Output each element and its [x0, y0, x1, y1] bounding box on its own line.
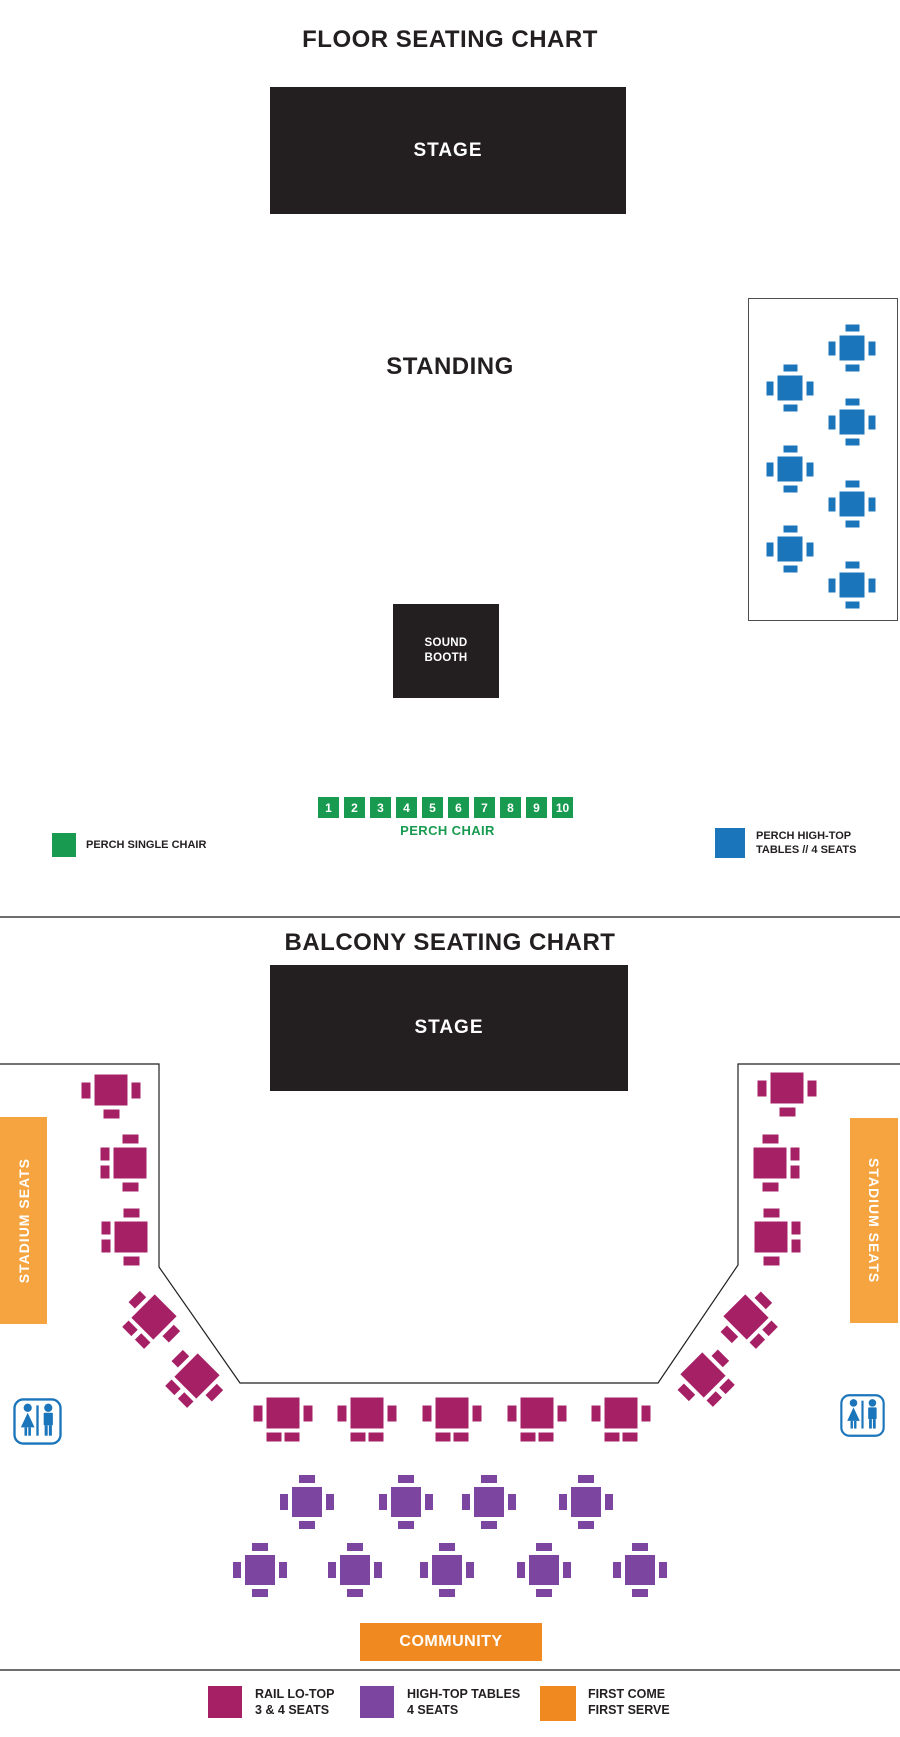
chair	[632, 1543, 648, 1551]
legend-label-hightop-line2: 4 SEATS	[407, 1703, 459, 1718]
stadium-seats-left-label: STADIUM SEATS	[15, 1157, 32, 1284]
chair	[481, 1521, 497, 1529]
chair	[807, 462, 814, 476]
chair	[829, 497, 836, 511]
chair	[101, 1166, 110, 1179]
chair	[779, 1108, 795, 1117]
balcony-hightop-table[interactable]	[432, 1555, 462, 1585]
legend-label-rail-line2: 3 & 4 SEATS	[255, 1703, 330, 1718]
chair	[517, 1562, 525, 1578]
chair	[763, 1257, 779, 1266]
chair	[659, 1562, 667, 1578]
chair	[132, 1082, 141, 1098]
chair	[677, 1383, 695, 1401]
legend-label-perch-hightop-line2: TABLES // 4 SEATS	[756, 843, 857, 856]
chair	[521, 1433, 536, 1442]
chair	[347, 1543, 363, 1551]
standing-area-label: STANDING	[386, 353, 514, 380]
chair	[536, 1589, 552, 1597]
chair	[102, 1240, 111, 1253]
perch-hightop-table[interactable]	[778, 376, 803, 401]
chair	[101, 1148, 110, 1161]
chair	[128, 1291, 146, 1309]
chair	[252, 1543, 268, 1551]
perch-hightop-table[interactable]	[840, 573, 865, 598]
balcony-hightop-table[interactable]	[625, 1555, 655, 1585]
chair	[379, 1494, 387, 1510]
chair	[123, 1257, 139, 1266]
chair	[869, 578, 876, 592]
balcony-hightop-table[interactable]	[245, 1555, 275, 1585]
chair	[285, 1433, 300, 1442]
chair	[280, 1494, 288, 1510]
chair	[845, 562, 859, 569]
chair	[351, 1433, 366, 1442]
chair	[369, 1433, 384, 1442]
chair	[808, 1080, 817, 1096]
perch-hightop-table[interactable]	[840, 410, 865, 435]
legend-label-perch-hightop-line1: PERCH HIGH-TOP	[756, 830, 852, 842]
legend-label-rail-line1: RAIL LO-TOP	[255, 1687, 335, 1701]
legend-label-hightop-line1: HIGH-TOP TABLES	[407, 1687, 521, 1701]
rail-lotop-table[interactable]	[680, 1352, 725, 1397]
chair	[466, 1562, 474, 1578]
chair	[122, 1321, 138, 1337]
chair	[578, 1521, 594, 1529]
floor-section-title: FLOOR SEATING CHART	[302, 26, 598, 53]
perch-hightop-table[interactable]	[778, 457, 803, 482]
rail-lotop-table[interactable]	[723, 1294, 768, 1339]
perch-chair-3[interactable]: 3	[370, 797, 391, 818]
chair	[720, 1325, 738, 1343]
legend-label-perch-hightop	[756, 830, 856, 858]
perch-hightop-table[interactable]	[840, 492, 865, 517]
chair	[473, 1405, 482, 1421]
chair	[845, 602, 859, 609]
rail-lotop-table[interactable]	[131, 1294, 176, 1339]
chair	[254, 1405, 263, 1421]
chair	[829, 578, 836, 592]
chair	[783, 405, 797, 412]
chair	[632, 1589, 648, 1597]
floor-stage	[270, 87, 626, 214]
chair	[425, 1494, 433, 1510]
balcony-hightop-table[interactable]	[571, 1487, 601, 1517]
chair	[559, 1494, 567, 1510]
chair	[299, 1475, 315, 1483]
chair	[762, 1183, 778, 1192]
chair	[299, 1521, 315, 1529]
chair	[791, 1166, 800, 1179]
perch-hightop-table[interactable]	[778, 537, 803, 562]
restroom-icon-left	[13, 1398, 62, 1445]
chair	[869, 415, 876, 429]
legend-swatch-perch-hightop	[715, 828, 745, 858]
chair	[783, 446, 797, 453]
community-area	[360, 1623, 542, 1661]
chair	[767, 542, 774, 556]
chair	[845, 399, 859, 406]
chair	[82, 1082, 91, 1098]
chair	[233, 1562, 241, 1578]
perch-chair-9[interactable]: 9	[526, 797, 547, 818]
rail-lotop-table[interactable]	[754, 1148, 787, 1179]
chair	[845, 365, 859, 372]
chair	[642, 1405, 651, 1421]
legend-label-perch-single: PERCH SINGLE CHAIR	[86, 839, 207, 851]
chair	[165, 1380, 181, 1396]
chair	[481, 1475, 497, 1483]
chair	[762, 1321, 778, 1337]
chair	[338, 1405, 347, 1421]
legend-label-first-come-line2: FIRST SERVE	[588, 1703, 670, 1718]
rail-lotop-table[interactable]	[95, 1075, 128, 1106]
perch-hightop-area	[748, 298, 898, 621]
perch-chair-row	[318, 797, 573, 818]
rail-lotop-table[interactable]	[115, 1222, 148, 1253]
balcony-hightop-table[interactable]	[474, 1487, 504, 1517]
chair	[558, 1405, 567, 1421]
chair	[750, 1333, 766, 1349]
legend-swatch-first-come	[540, 1686, 576, 1721]
chair	[374, 1562, 382, 1578]
chair	[205, 1384, 223, 1402]
legend-label-first-come	[588, 1686, 670, 1719]
chair	[304, 1405, 313, 1421]
chair	[578, 1475, 594, 1483]
chair	[122, 1183, 138, 1192]
chair	[592, 1405, 601, 1421]
rail-lotop-table[interactable]	[771, 1073, 804, 1104]
community-label: COMMUNITY	[399, 1633, 503, 1650]
chair	[388, 1405, 397, 1421]
chair	[123, 1209, 139, 1218]
chair	[135, 1333, 151, 1349]
chair	[267, 1433, 282, 1442]
perch-hightop-table[interactable]	[840, 336, 865, 361]
perch-chair-7[interactable]: 7	[474, 797, 495, 818]
perch-chair-5[interactable]: 5	[422, 797, 443, 818]
chair	[763, 1209, 779, 1218]
chair	[829, 415, 836, 429]
legend-label-first-come-line1: FIRST COME	[588, 1687, 666, 1701]
perch-chair-8[interactable]: 8	[500, 797, 521, 818]
chair	[792, 1222, 801, 1235]
rail-lotop-table[interactable]	[605, 1398, 638, 1429]
chair	[122, 1135, 138, 1144]
balcony-section-title: BALCONY SEATING CHART	[284, 929, 616, 956]
chair	[829, 341, 836, 355]
chair	[536, 1543, 552, 1551]
chair	[347, 1589, 363, 1597]
chair	[162, 1325, 180, 1343]
chair	[420, 1562, 428, 1578]
chair	[326, 1494, 334, 1510]
chair	[439, 1589, 455, 1597]
legend-swatch-hightop	[360, 1686, 394, 1718]
chair	[398, 1475, 414, 1483]
chair	[758, 1080, 767, 1096]
balcony-hightop-table[interactable]	[391, 1487, 421, 1517]
stadium-seats-right	[850, 1118, 898, 1323]
chair	[439, 1543, 455, 1551]
chair	[436, 1433, 451, 1442]
perch-chair-2[interactable]: 2	[344, 797, 365, 818]
balcony-hightop-table[interactable]	[529, 1555, 559, 1585]
chair	[252, 1589, 268, 1597]
chair	[171, 1350, 189, 1368]
rail-lotop-table[interactable]	[521, 1398, 554, 1429]
chair	[845, 439, 859, 446]
chair	[178, 1392, 194, 1408]
chair	[508, 1405, 517, 1421]
chair	[398, 1521, 414, 1529]
stadium-seats-right-label: STADIUM SEATS	[866, 1157, 882, 1284]
chair	[711, 1349, 729, 1367]
chair	[869, 341, 876, 355]
restroom-icon-right	[840, 1393, 885, 1438]
perch-chair-1[interactable]: 1	[318, 797, 339, 818]
balcony-hightop-table[interactable]	[340, 1555, 370, 1585]
rail-lotop-table[interactable]	[755, 1222, 788, 1253]
chair	[279, 1562, 287, 1578]
chair	[869, 497, 876, 511]
chair	[539, 1433, 554, 1442]
chair	[103, 1110, 119, 1119]
chair	[791, 1148, 800, 1161]
chair	[423, 1405, 432, 1421]
stadium-seats-left	[0, 1117, 47, 1324]
sound-booth-label-line2: BOOTH	[424, 652, 468, 664]
chair	[563, 1562, 571, 1578]
chair	[807, 542, 814, 556]
legend-swatch-perch-single	[52, 833, 76, 857]
balcony-stage-label: STAGE	[414, 1017, 484, 1038]
chair	[613, 1562, 621, 1578]
chair	[762, 1135, 778, 1144]
perch-chair-4[interactable]: 4	[396, 797, 417, 818]
chair	[605, 1433, 620, 1442]
chair	[792, 1240, 801, 1253]
chair	[767, 381, 774, 395]
legend-swatch-rail	[208, 1686, 242, 1718]
rail-lotop-table[interactable]	[114, 1148, 147, 1179]
chair	[783, 566, 797, 573]
chair	[328, 1562, 336, 1578]
chair	[807, 381, 814, 395]
sound-booth	[393, 604, 499, 698]
floor-stage-label: STAGE	[413, 139, 483, 161]
chair	[767, 462, 774, 476]
section-divider-bottom	[0, 1669, 900, 1671]
chair	[707, 1391, 723, 1407]
chair	[719, 1379, 735, 1395]
perch-chair-label: PERCH CHAIR	[400, 823, 495, 838]
sound-booth-label-line1: SOUND	[424, 637, 468, 650]
legend-label-hightop	[407, 1686, 520, 1719]
chair	[845, 325, 859, 332]
chair	[508, 1494, 516, 1510]
chair	[783, 486, 797, 493]
rail-lotop-table[interactable]	[351, 1398, 384, 1429]
chair	[102, 1222, 111, 1235]
balcony-hightop-table[interactable]	[292, 1487, 322, 1517]
rail-lotop-table[interactable]	[436, 1398, 469, 1429]
chair	[462, 1494, 470, 1510]
rail-lotop-table[interactable]	[267, 1398, 300, 1429]
chair	[623, 1433, 638, 1442]
section-divider-top	[0, 916, 900, 918]
legend-label-rail	[255, 1686, 334, 1719]
chair	[845, 481, 859, 488]
chair	[783, 526, 797, 533]
chair	[783, 365, 797, 372]
rail-lotop-table[interactable]	[174, 1353, 219, 1398]
chair	[454, 1433, 469, 1442]
balcony-stage	[270, 965, 628, 1091]
perch-chair-10[interactable]: 10	[552, 797, 573, 818]
chair	[754, 1291, 772, 1309]
chair	[605, 1494, 613, 1510]
chair	[845, 521, 859, 528]
perch-chair-6[interactable]: 6	[448, 797, 469, 818]
